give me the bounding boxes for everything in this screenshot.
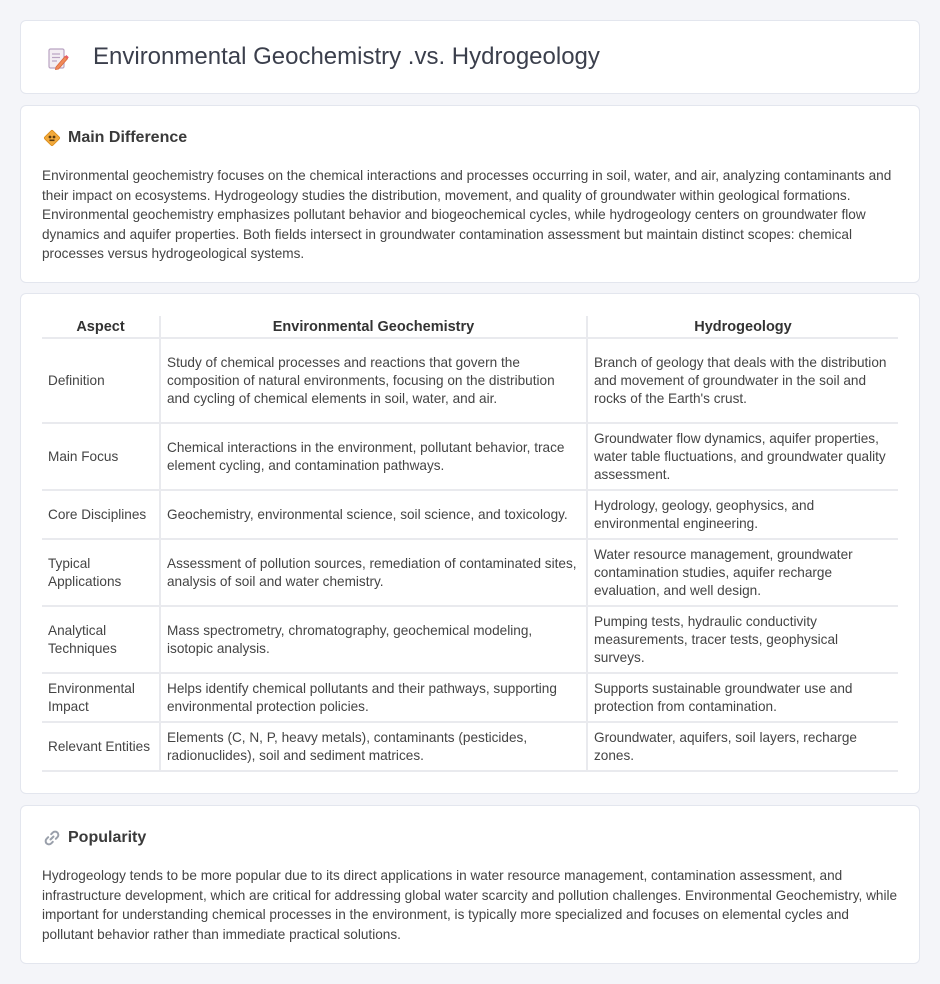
row-aspect: Environmental Impact bbox=[42, 673, 160, 722]
row-hydrogeology: Water resource management, groundwater contamination studies, aquifer recharge evaluation, and well design. bbox=[587, 539, 898, 606]
row-aspect: Relevant Entities bbox=[42, 722, 160, 771]
main-difference-header bbox=[43, 128, 187, 148]
table-row bbox=[42, 338, 898, 423]
column-header-environmental-geochemistry: Environmental Geochemistry bbox=[160, 316, 587, 338]
popularity-header bbox=[43, 828, 146, 848]
row-hydrogeology: Branch of geology that deals with the distribution and movement of groundwater in the soil and rocks of the Earth's crust. bbox=[587, 338, 898, 423]
row-aspect: Core Disciplines bbox=[42, 490, 160, 539]
diamond-signal-icon bbox=[43, 129, 61, 147]
row-hydrogeology: Groundwater, aquifers, soil layers, recharge zones. bbox=[587, 722, 898, 771]
row-environmental-geochemistry: Helps identify chemical pollutants and their pathways, supporting environmental protection policies. bbox=[160, 673, 587, 722]
link-icon bbox=[43, 829, 61, 847]
document-pencil-icon bbox=[47, 47, 69, 71]
table-row bbox=[42, 673, 898, 722]
row-aspect: Typical Applications bbox=[42, 539, 160, 606]
column-header-aspect: Aspect bbox=[42, 316, 160, 338]
page-title: Environmental Geochemistry .vs. Hydrogeology bbox=[93, 43, 600, 70]
comparison-section bbox=[20, 293, 920, 794]
table-row bbox=[42, 490, 898, 539]
table-row bbox=[42, 722, 898, 771]
table-row bbox=[42, 606, 898, 673]
popularity-section bbox=[20, 805, 920, 964]
table-row bbox=[42, 539, 898, 606]
row-environmental-geochemistry: Assessment of pollution sources, remediation of contaminated sites, analysis of soil and water chemistry. bbox=[160, 539, 587, 606]
popularity-text: Hydrogeology tends to be more popular due to its direct applications in water resource management, contamination assessment, and infrastructure development, which are critical for addressing global water scarcity and pollution challenges. Environmental Geochemistry, while important for understanding chemical processes in the environment, is typically more specialized and focuses on elemental cycles and pollutant behavior rather than immediate practical solutions. bbox=[42, 868, 898, 942]
row-aspect: Main Focus bbox=[42, 423, 160, 490]
row-hydrogeology: Groundwater flow dynamics, aquifer properties, water table fluctuations, and groundwater quality assessment. bbox=[587, 423, 898, 490]
main-difference-title: Main Difference bbox=[68, 129, 188, 146]
row-environmental-geochemistry: Mass spectrometry, chromatography, geochemical modeling, isotopic analysis. bbox=[160, 606, 587, 673]
popularity-title: Popularity bbox=[68, 829, 147, 846]
row-hydrogeology: Supports sustainable groundwater use and protection from contamination. bbox=[587, 673, 898, 722]
header-card bbox=[20, 20, 920, 94]
row-environmental-geochemistry: Study of chemical processes and reactions that govern the composition of natural environments, focusing on the distribution and cycling of chemical elements in soil, water, and air. bbox=[160, 338, 587, 423]
table-header-row bbox=[42, 316, 898, 338]
row-aspect: Analytical Techniques bbox=[42, 606, 160, 673]
comparison-table bbox=[42, 316, 898, 772]
row-hydrogeology: Pumping tests, hydraulic conductivity measurements, tracer tests, geophysical surveys. bbox=[587, 606, 898, 673]
row-environmental-geochemistry: Geochemistry, environmental science, soil science, and toxicology. bbox=[160, 490, 587, 539]
main-difference-section bbox=[20, 105, 920, 283]
row-aspect: Definition bbox=[42, 338, 160, 423]
row-environmental-geochemistry: Chemical interactions in the environment, pollutant behavior, trace element cycling, and contamination pathways. bbox=[160, 423, 587, 490]
row-environmental-geochemistry: Elements (C, N, P, heavy metals), contaminants (pesticides, radionuclides), soil and sediment matrices. bbox=[160, 722, 587, 771]
table-row bbox=[42, 423, 898, 490]
row-hydrogeology: Hydrology, geology, geophysics, and environmental engineering. bbox=[587, 490, 898, 539]
column-header-hydrogeology: Hydrogeology bbox=[587, 316, 898, 338]
main-difference-text: Environmental geochemistry focuses on the chemical interactions and processes occurring in soil, water, and air, analyzing contaminants and their impact on ecosystems. Hydrogeology studies the distribution, movement, and quality of groundwater within geological formations. Environmental geochemistry emphasizes pollutant behavior and biogeochemical cycles, while hydrogeology centers on groundwater flow dynamics and aquifer properties. Both fields intersect in groundwater contamination assessment but maintain distinct scopes: chemical processes versus hydrogeological systems. bbox=[42, 168, 892, 262]
